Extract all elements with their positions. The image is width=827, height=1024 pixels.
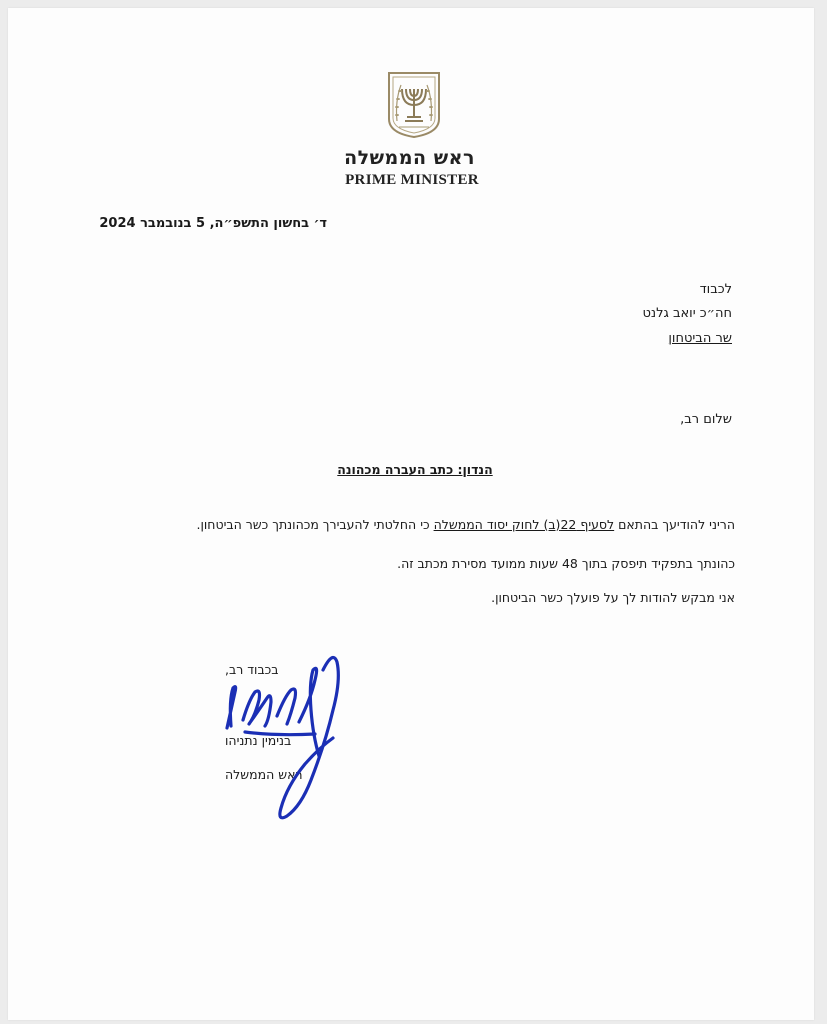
body-paragraph-3: אני מבקש להודות לך על פועלך כשר הביטחון. [491,590,735,605]
signer-name: בנימין נתניהו [225,733,292,748]
office-title-english: PRIME MINISTER [345,172,479,188]
body-paragraph-1-start: הריני להודיעך בהתאם [614,517,735,532]
letter-date: ד׳ בחשון התשפ״ה, 5 בנובמבר 2024 [99,216,327,231]
body-paragraph-1-end: כי החלטתי להעבירך מכהונתך כשר הביטחון. [196,517,434,532]
closing: בכבוד רב, [225,662,279,677]
handwritten-signature [215,640,365,820]
greeting: שלום רב, [680,412,732,427]
recipient-salutation: לכבוד [699,282,732,297]
law-reference: לסעיף 22(ב) לחוק יסוד הממשלה [433,517,615,532]
signer-title: ראש הממשלה [225,767,303,782]
state-emblem-icon [385,71,443,139]
subject-line: הנדון: כתב העברה מכהונה [337,462,493,477]
recipient-title: שר הביטחון [668,331,732,346]
body-paragraph-2: כהונתך בתפקיד תיפסק בתוך 48 שעות ממועד מסירת מכתב זה. [397,556,735,571]
body-paragraph-1 [197,517,735,532]
recipient-name: חה״כ יואב גלנט [642,306,732,321]
office-title-hebrew: ראש הממשלה [344,147,475,169]
